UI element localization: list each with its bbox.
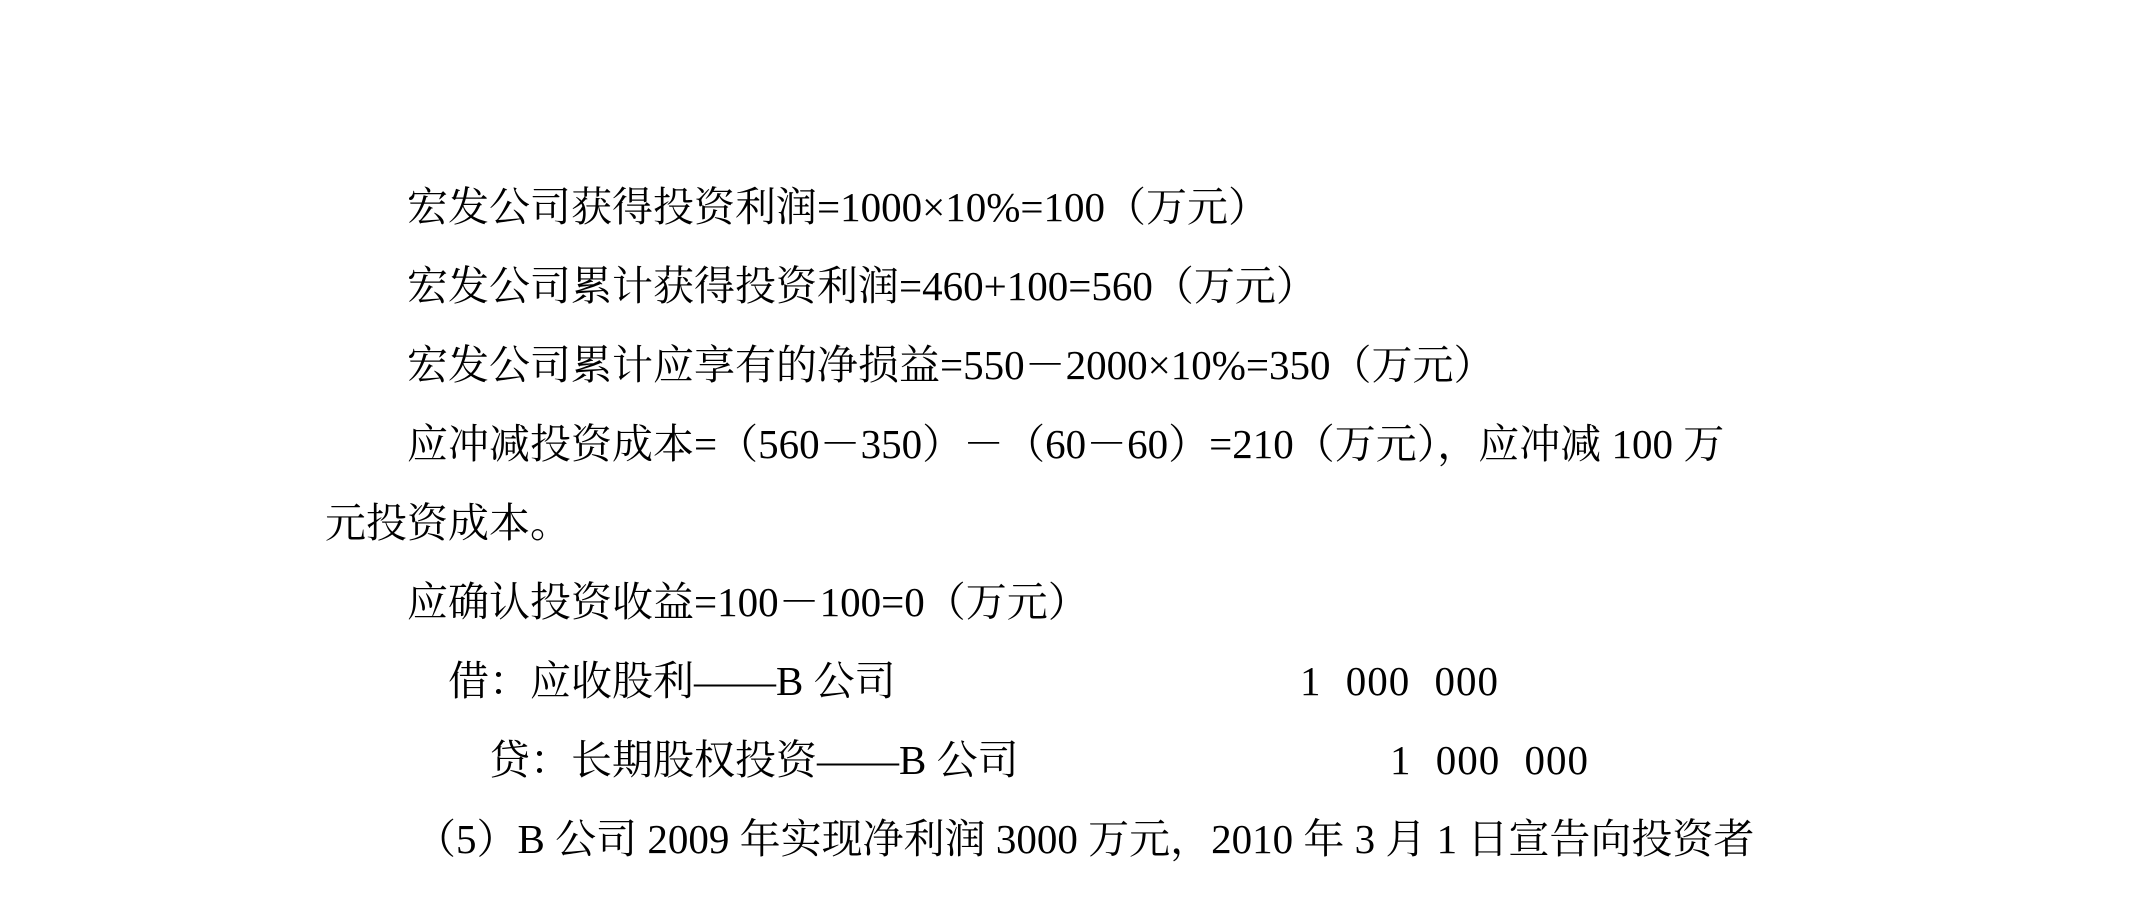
text-line-offset-cost-calc: 应冲减投资成本=（560－350）－（60－60）=210（万元），应冲减 100 万 (407, 421, 1725, 467)
text-line-offset-cost-wrap: 元投资成本。 (325, 500, 571, 546)
text-line-profit-current: 宏发公司获得投资利润=1000×10%=100（万元） (407, 184, 1270, 230)
text-line-investment-income: 应确认投资收益=100－100=0（万元） (407, 579, 1089, 625)
document-body (325, 168, 1835, 879)
journal-entry-credit-label: 贷：长期股权投资——B 公司 (489, 737, 1019, 783)
journal-entry-debit-amount: 1 000 000 (1300, 658, 1499, 704)
journal-entry-credit (325, 721, 1835, 800)
text-line-profit-cumulative: 宏发公司累计获得投资利润=460+100=560（万元） (407, 263, 1317, 309)
text-line-net-gain-cumulative: 宏发公司累计应享有的净损益=550－2000×10%=350（万元） (407, 342, 1495, 388)
journal-entry-debit-label: 借：应收股利——B 公司 (448, 658, 896, 704)
journal-entry-debit (325, 642, 1835, 721)
text-line-item-5: （5）B 公司 2009 年实现净利润 3000 万元，2010 年 3 月 1 日宣告向投资者 (415, 816, 1755, 862)
journal-entry-credit-amount: 1 000 000 (1390, 737, 1589, 783)
